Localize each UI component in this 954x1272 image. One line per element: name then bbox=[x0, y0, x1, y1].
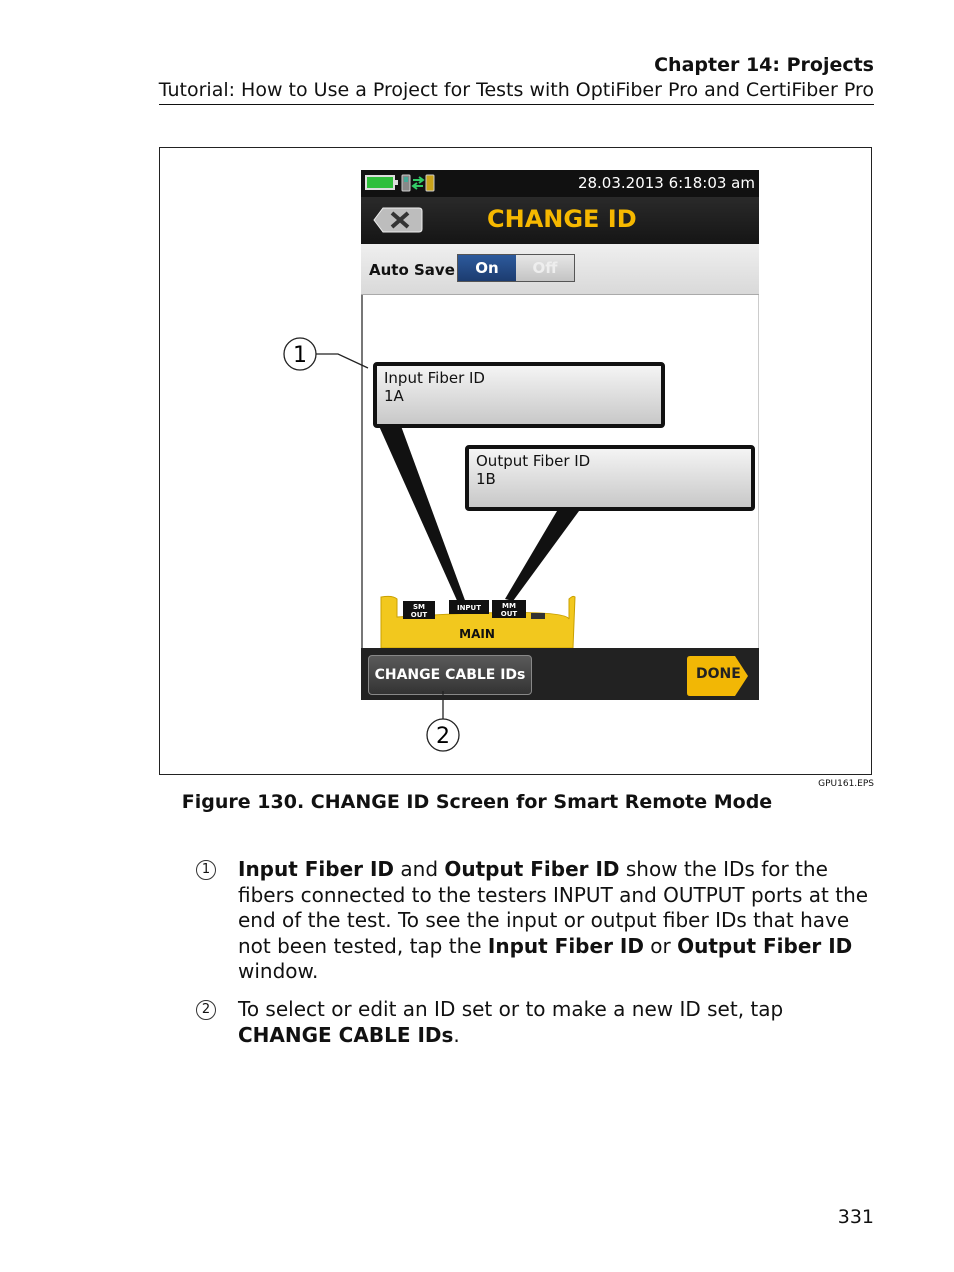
mm-out-label-1: MM bbox=[502, 602, 516, 610]
auto-save-label: Auto Save bbox=[369, 261, 455, 279]
term: CHANGE CABLE IDs bbox=[238, 1022, 454, 1047]
item-text bbox=[238, 857, 876, 985]
eps-id: GPU161.EPS bbox=[818, 779, 874, 789]
toggle-off[interactable]: Off bbox=[516, 255, 574, 281]
callout-line-1 bbox=[316, 354, 368, 368]
screen-title: CHANGE ID bbox=[487, 205, 637, 233]
sm-out-label-2: OUT bbox=[410, 611, 428, 619]
term: Output Fiber ID bbox=[677, 933, 853, 958]
toggle-on[interactable]: On bbox=[458, 255, 516, 281]
page-number: 331 bbox=[837, 1206, 874, 1228]
text-run: and bbox=[394, 857, 445, 881]
mm-out-label-2: OUT bbox=[500, 610, 518, 618]
output-fiber-value: 1B bbox=[476, 470, 496, 488]
text-run: window. bbox=[238, 959, 319, 983]
text-run: or bbox=[643, 933, 678, 958]
output-fiber-label: Output Fiber ID bbox=[476, 452, 591, 470]
chapter-title: Chapter 14: Projects bbox=[654, 54, 874, 76]
main-label: MAIN bbox=[459, 627, 495, 641]
term: Input Fiber ID bbox=[487, 933, 644, 958]
done-label: DONE bbox=[696, 666, 741, 682]
term: Input Fiber ID bbox=[238, 857, 395, 881]
list-item bbox=[196, 997, 876, 1048]
term: Output Fiber ID bbox=[444, 857, 620, 881]
callout-number-1: 1 bbox=[293, 343, 307, 368]
sm-out-label-1: SM bbox=[412, 603, 426, 611]
change-cable-ids-button[interactable]: CHANGE CABLE IDs bbox=[368, 655, 532, 695]
item-text bbox=[238, 997, 876, 1048]
input-fiber-value: 1A bbox=[384, 387, 404, 405]
list-item bbox=[196, 857, 876, 985]
callout-number-2: 2 bbox=[436, 724, 450, 749]
text-run: show the IDs for the fibers connected to the testers INPUT and OUTPUT ports at the end of the test. To see the input or output fiber IDs that have not been tested, tap the bbox=[238, 857, 869, 958]
input-fiber-label: Input Fiber ID bbox=[384, 369, 485, 387]
section-title: Tutorial: How to Use a Project for Tests with OptiFiber Pro and CertiFiber Pro bbox=[158, 79, 874, 101]
figure-caption: Figure 130. CHANGE ID Screen for Smart Remote Mode bbox=[181, 791, 773, 813]
text-run: . bbox=[453, 1022, 460, 1047]
datetime: 28.03.2013 6:18:03 am bbox=[577, 174, 755, 192]
input-port-label: INPUT bbox=[456, 604, 482, 612]
text-run: To select or edit an ID set or to make a new ID set, tap bbox=[238, 997, 784, 1021]
item-number: 2 bbox=[196, 1000, 216, 1020]
item-number: 1 bbox=[196, 860, 216, 880]
